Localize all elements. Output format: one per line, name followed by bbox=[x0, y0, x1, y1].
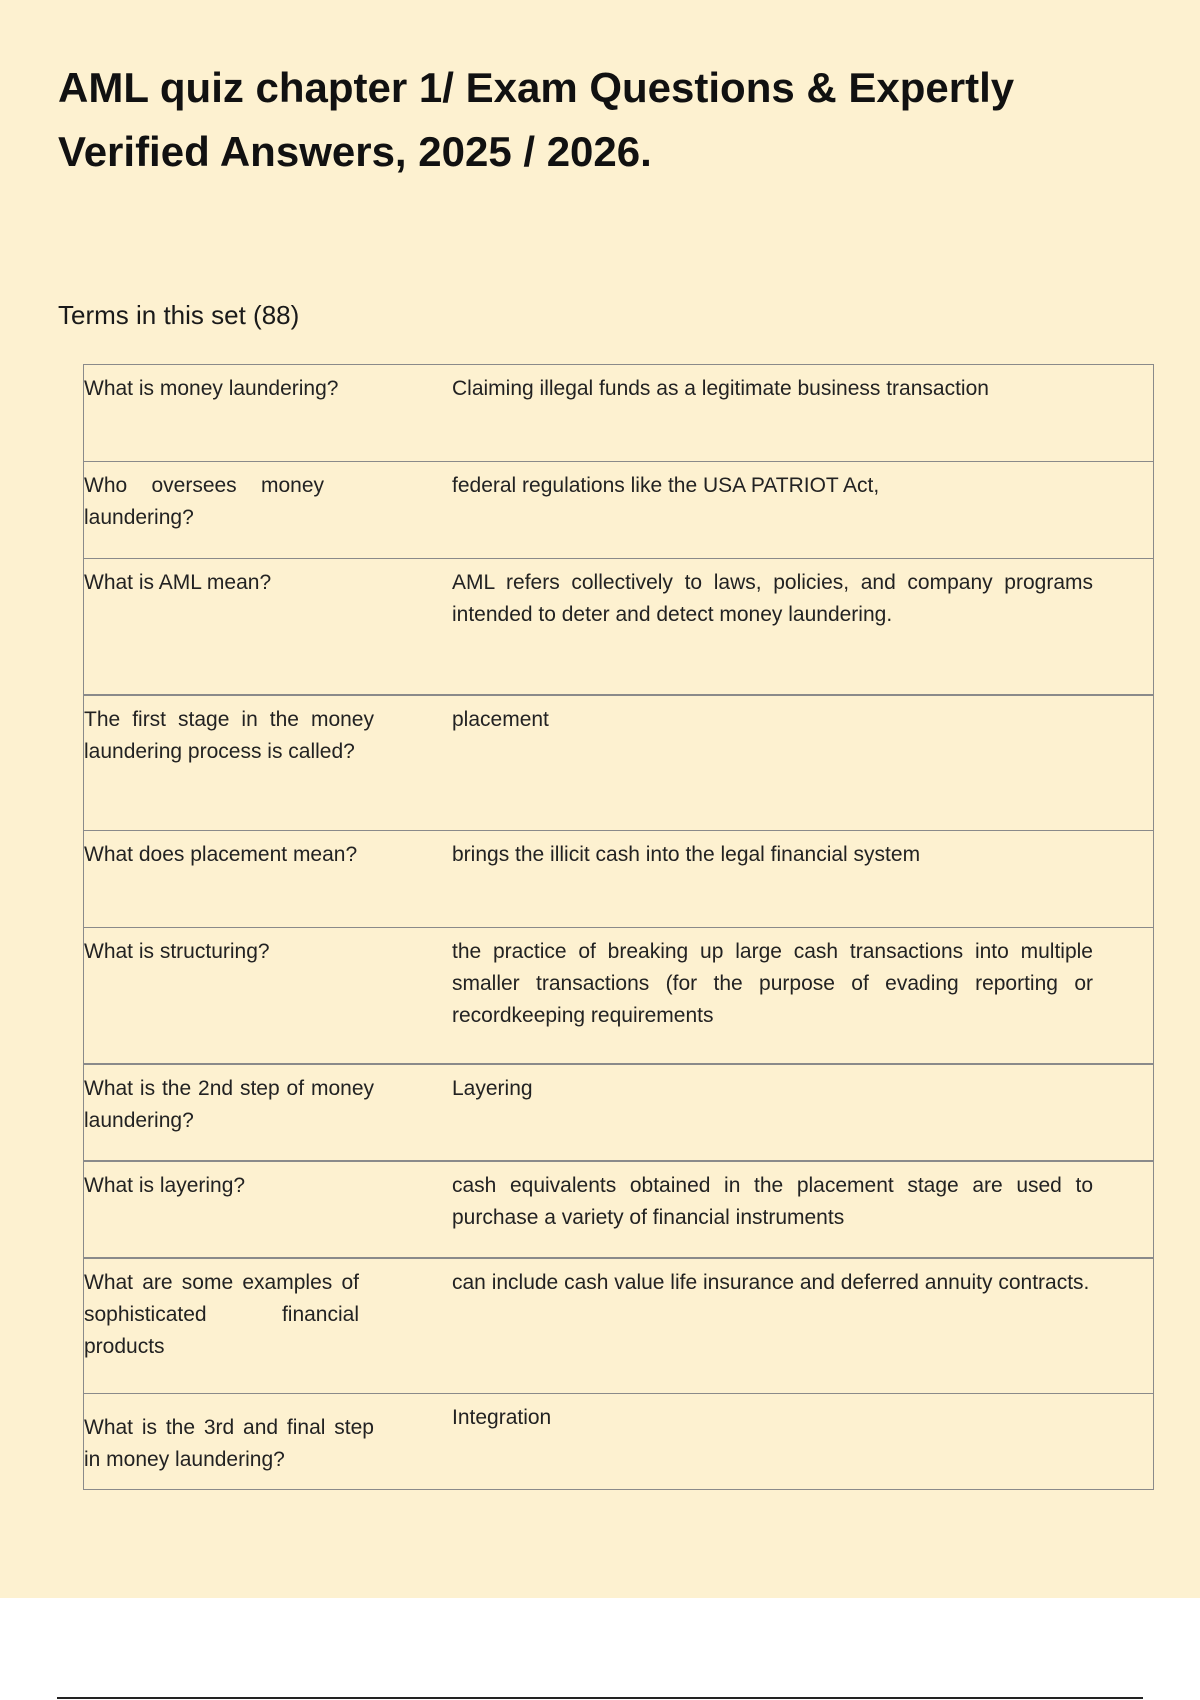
definition-cell: Integration bbox=[452, 1406, 552, 1429]
terms-table bbox=[83, 364, 1154, 1490]
definition-cell: Claiming illegal funds as a legitimate business transaction bbox=[452, 377, 989, 400]
table-row bbox=[84, 830, 1153, 927]
table-row bbox=[84, 1257, 1153, 1393]
table-row bbox=[84, 694, 1153, 830]
term-cell: What does placement mean? bbox=[84, 843, 358, 866]
term-cell: What is the 2nd step of money laundering? bbox=[84, 1077, 374, 1132]
term-cell: What is money laundering? bbox=[84, 377, 339, 400]
table-row bbox=[84, 558, 1153, 694]
definition-cell: Layering bbox=[452, 1077, 533, 1100]
term-cell: Who oversees money laundering? bbox=[84, 474, 324, 529]
table-row bbox=[84, 1393, 1153, 1489]
term-cell: What is the 3rd and final step in money laundering? bbox=[84, 1416, 374, 1471]
definition-cell: AML refers collectively to laws, policies, and company programs intended to deter and detect money laundering. bbox=[452, 571, 1093, 626]
terms-count-label: Terms in this set (88) bbox=[58, 300, 300, 330]
table-row bbox=[84, 365, 1153, 461]
term-cell: What is AML mean? bbox=[84, 571, 272, 594]
table-row bbox=[84, 1063, 1153, 1160]
definition-cell: can include cash value life insurance and deferred annuity contracts. bbox=[452, 1271, 1090, 1294]
term-cell: What are some examples of sophisticated financial products bbox=[84, 1271, 359, 1358]
term-cell: What is layering? bbox=[84, 1174, 246, 1197]
definition-cell: brings the illicit cash into the legal financial system bbox=[452, 843, 921, 866]
term-cell: What is structuring? bbox=[84, 940, 270, 963]
definition-cell: the practice of breaking up large cash transactions into multiple smaller transactions (for the purpose of evading reporting or recordkeeping requirements bbox=[452, 940, 1093, 1027]
footer-divider bbox=[57, 1697, 1143, 1699]
term-cell: The first stage in the money laundering process is called? bbox=[84, 708, 374, 763]
table-row bbox=[84, 461, 1153, 558]
table-row bbox=[84, 1160, 1153, 1257]
definition-cell: cash equivalents obtained in the placement stage are used to purchase a variety of financial instruments bbox=[452, 1174, 1093, 1229]
definition-cell: federal regulations like the USA PATRIOT Act, bbox=[452, 474, 880, 497]
table-row bbox=[84, 927, 1153, 1063]
definition-cell: placement bbox=[452, 708, 549, 731]
page-title: AML quiz chapter 1/ Exam Questions & Expertly Verified Answers, 2025 / 2026. bbox=[58, 64, 1015, 175]
